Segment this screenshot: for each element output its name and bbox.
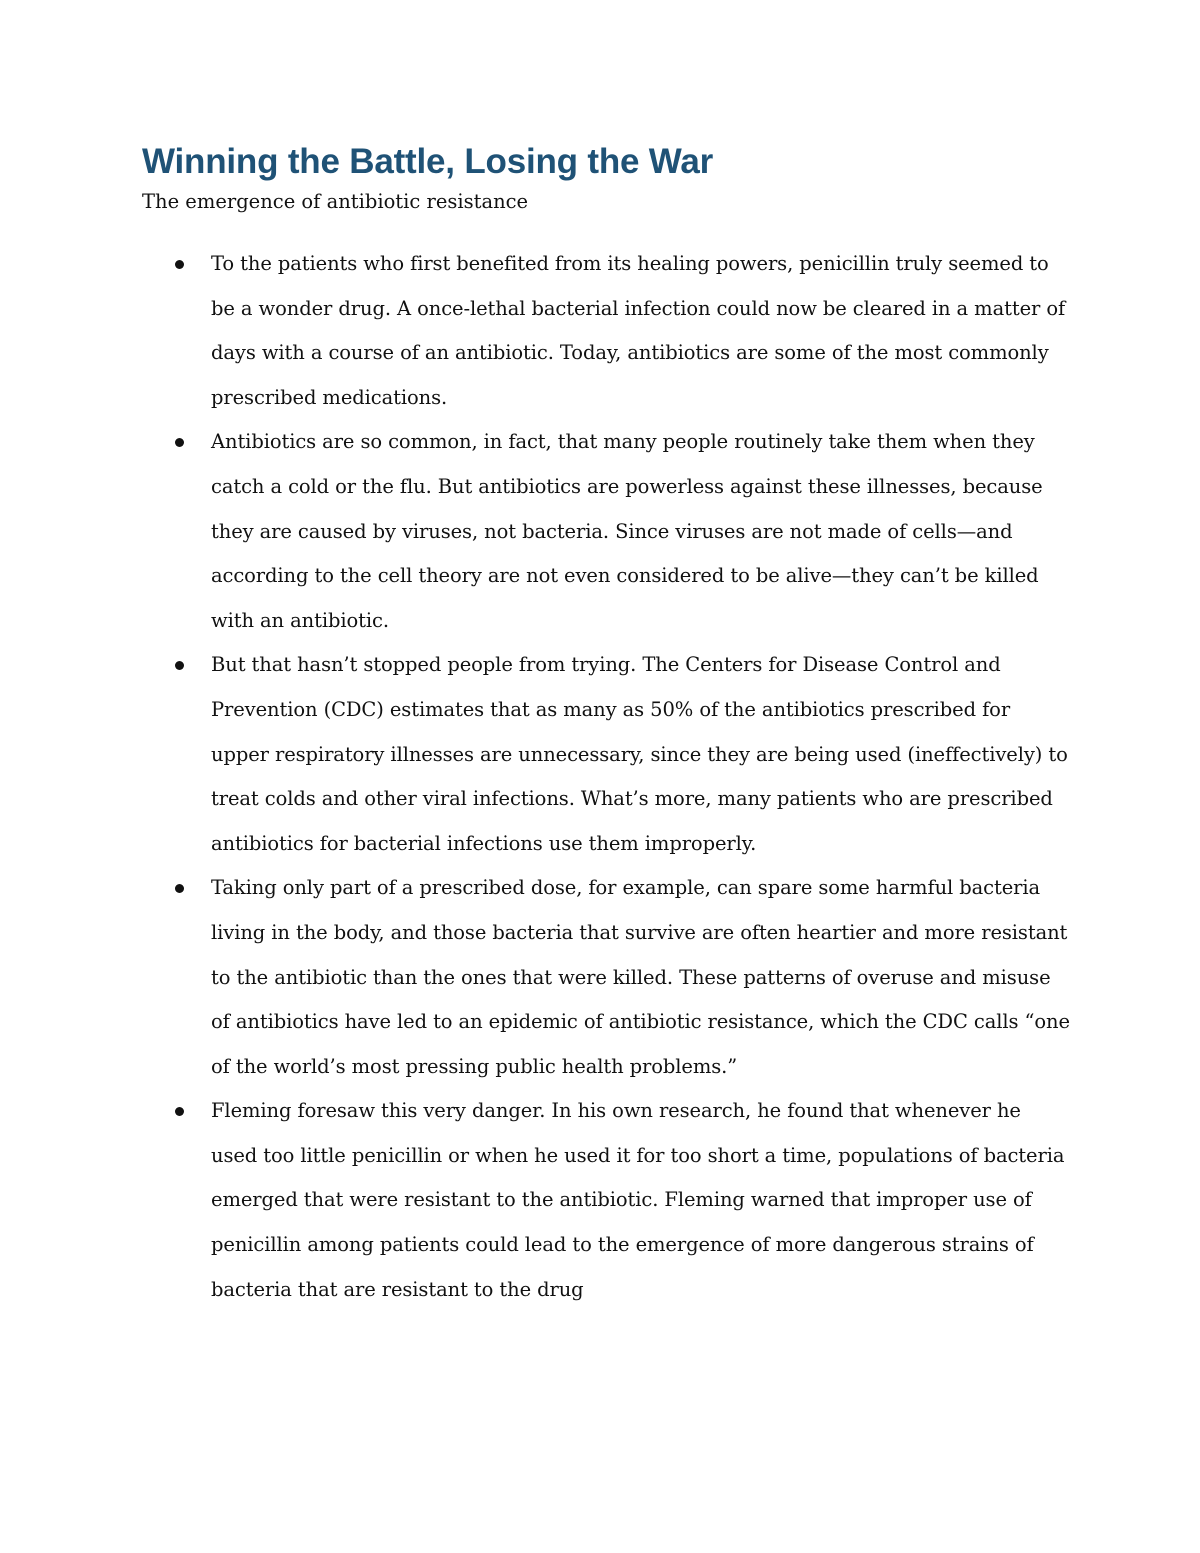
bullet-icon <box>175 884 184 893</box>
bullet-item <box>142 420 1072 643</box>
document-title: Winning the Battle, Losing the War <box>142 142 714 181</box>
bullet-item <box>142 1089 1072 1312</box>
document-subtitle: The emergence of antibiotic resistance <box>142 190 529 213</box>
bullet-icon <box>175 260 184 269</box>
bullet-icon <box>175 438 184 447</box>
bullet-text: But that hasn’t stopped people from trying. The Centers for Disease Control and Prevention (CDC) estimates that as many as 50% of the antibiotics prescribed for upper respiratory illnesses are unnecessary, since they are being used (ineffectively) to treat colds and other viral infections. What’s more, many patients who are prescribed antibiotics for bacterial infections use them improperly. <box>211 653 1068 855</box>
bullet-item <box>142 866 1072 1089</box>
bullet-icon <box>175 661 184 670</box>
bullet-icon <box>175 1107 184 1116</box>
bullet-item <box>142 643 1072 866</box>
bullet-text: Fleming foresaw this very danger. In his own research, he found that whenever he used too little penicillin or when he used it for too short a time, populations of bacteria emerged that were resistant to the antibiotic. Fleming warned that improper use of penicillin among patients could lead to the emergence of more dangerous strains of bacteria that are resistant to the drug <box>211 1099 1065 1301</box>
bullet-text: Antibiotics are so common, in fact, that many people routinely take them when they catch a cold or the flu. But antibiotics are powerless against these illnesses, because they are caused by viruses, not bacteria. Since viruses are not made of cells—and according to the cell theory are not even considered to be alive—they can’t be killed with an antibiotic. <box>211 430 1043 632</box>
bullet-text: To the patients who first benefited from its healing powers, penicillin truly seemed to be a wonder drug. A once-lethal bacterial infection could now be cleared in a matter of days with a course of an antibiotic. Today, antibiotics are some of the most commonly prescribed medications. <box>211 252 1066 409</box>
bullet-list <box>142 242 1072 1312</box>
document-content <box>142 138 1072 1312</box>
bullet-text: Taking only part of a prescribed dose, for example, can spare some harmful bacteria living in the body, and those bacteria that survive are often heartier and more resistant to the antibiotic than the ones that were killed. These patterns of overuse and misuse of antibiotics have led to an epidemic of antibiotic resistance, which the CDC calls “one of the world’s most pressing public health problems.” <box>211 876 1070 1078</box>
bullet-item <box>142 242 1072 420</box>
